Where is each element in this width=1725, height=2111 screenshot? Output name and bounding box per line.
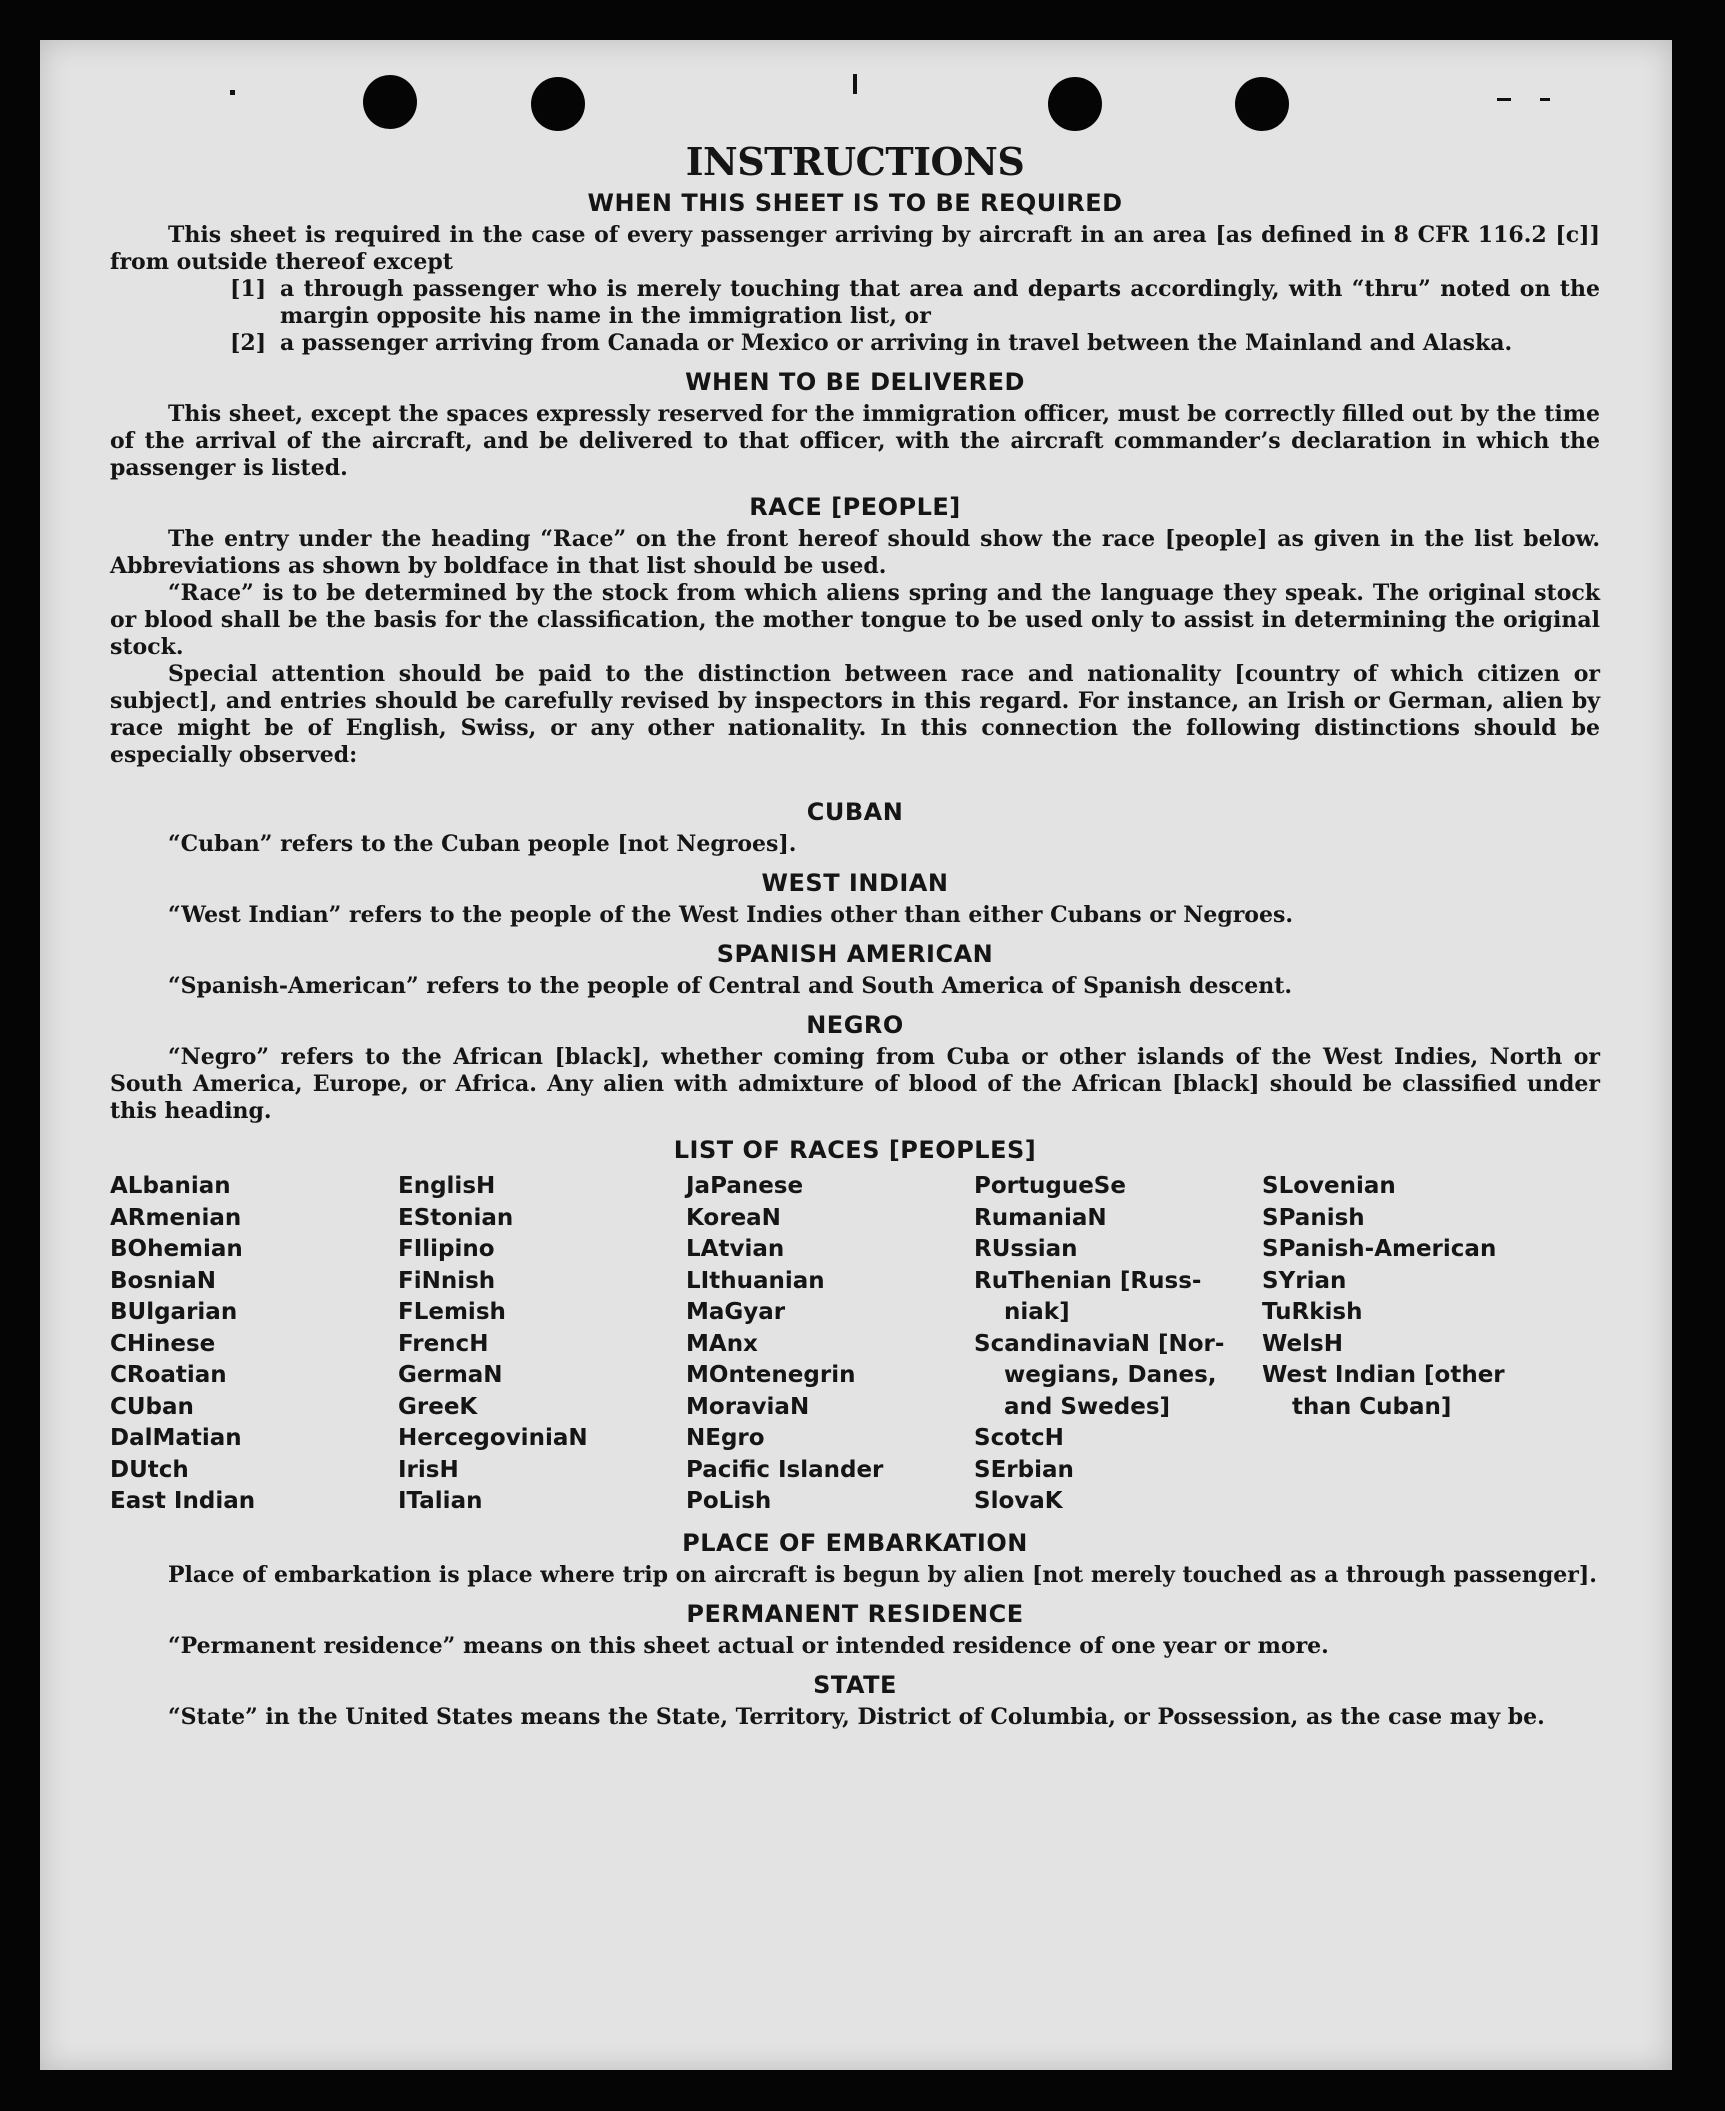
race-column [398,1171,686,1518]
race-paragraph-1: The entry under the heading “Race” on the front hereof should show the race [people] as given in the list below. Abbreviations as shown by boldface in that list should be used. [110,526,1600,579]
race-entry: Pacific Islander [686,1456,884,1483]
race-entry: ScandinaviaN [Nor- [974,1330,1225,1357]
race-entry: PortugueSe [974,1173,1126,1199]
race-column [1262,1171,1550,1518]
race-entry: JaPanese [686,1173,804,1199]
race-entry: FIlipino [398,1236,495,1262]
race-entry: MOntenegrin [686,1362,856,1388]
scan-speck [853,74,857,94]
state-text: “State” in the United States means the State, Territory, District of Columbia, or Possession, as the case may be. [168,1703,1545,1730]
race-entry: RuThenian [Russ- [974,1267,1202,1294]
race-entry: RumaniaN [974,1204,1107,1231]
scan-speck [1497,98,1511,101]
punch-hole [531,77,585,131]
section-heading-state: STATE [813,1670,897,1699]
race-entry: MoraviaN [686,1393,810,1420]
race-entry: BUlgarian [110,1299,238,1325]
exception-text: a passenger arriving from Canada or Mexico or arriving in travel between the Mainland and Alaska. [280,330,1513,356]
race-column [110,1171,398,1518]
negro-text: “Negro” refers to the African [black], whether coming from Cuba or other islands of the West Indies, North or South America, Europe, or Africa. Any alien with admixture of blood of the African [black] should be classified under this heading. [110,1044,1600,1124]
race-entry: NEgro [686,1425,765,1451]
race-entry: PoLish [686,1488,772,1514]
race-entry: EStonian [398,1204,514,1231]
punch-hole [363,75,417,129]
race-entry: CUban [110,1393,194,1420]
exception-number: [2] [230,330,267,356]
when-delivered-text: This sheet, except the spaces expressly reserved for the immigration officer, must be correctly filled out by the time of the arrival of the aircraft, and be delivered to that officer, with the aircraft commander’s declaration in which the passenger is listed. [110,401,1600,481]
race-entry: GreeK [398,1393,478,1420]
race-entry: KoreaN [686,1204,781,1231]
race-entry: wegians, Danes, [1004,1362,1217,1388]
race-entry: SLovenian [1262,1173,1396,1199]
scan-speck [1540,98,1550,101]
race-entry: GermaN [398,1362,503,1388]
exception-item [110,276,1600,330]
race-list [110,1171,1600,1518]
race-entry: SPanish-American [1262,1236,1497,1262]
race-entry: IrisH [398,1456,459,1483]
race-column [974,1171,1262,1518]
when-required-intro: This sheet is required in the case of every passenger arriving by aircraft in an area [as defined in 8 CFR 116.2 [c]] from outside thereof except [110,222,1600,275]
punch-hole [1048,77,1102,131]
spanish-american-text: “Spanish-American” refers to the people of Central and South America of Spanish descent. [168,973,1293,999]
permanent-residence-text: “Permanent residence” means on this sheet actual or intended residence of one year or more. [168,1632,1329,1659]
race-entry: CHinese [110,1330,216,1357]
west-indian-text: “West Indian” refers to the people of the West Indies other than either Cubans or Negroes. [168,902,1294,928]
race-entry: CRoatian [110,1362,227,1388]
race-entry: BOhemian [110,1236,243,1262]
cuban-text: “Cuban” refers to the Cuban people [not Negroes]. [168,831,797,857]
race-entry: LIthuanian [686,1267,825,1294]
race-entry: FiNnish [398,1267,496,1294]
race-entry: HercegoviniaN [398,1425,588,1451]
section-heading-when-required: WHEN THIS SHEET IS TO BE REQUIRED [587,189,1123,217]
scan-speck [230,90,235,95]
race-entry: RUssian [974,1236,1078,1262]
race-entry: MaGyar [686,1299,786,1325]
race-entry: SlovaK [974,1488,1063,1514]
place-of-embarkation-text: Place of embarkation is place where trip on aircraft is begun by alien [not merely touched as a through passenger]. [168,1561,1597,1588]
section-heading-list-of-races: LIST OF RACES [PEOPLES] [673,1136,1037,1164]
race-entry: ITalian [398,1488,483,1514]
exception-item [110,330,1600,357]
race-column [686,1171,974,1518]
section-heading-race: RACE [PEOPLE] [749,493,961,521]
race-entry: East Indian [110,1488,256,1514]
race-entry: SErbian [974,1456,1074,1483]
race-entry: DalMatian [110,1425,242,1451]
race-entry: SPanish [1262,1204,1365,1231]
race-paragraph-2: “Race” is to be determined by the stock from which aliens spring and the language they speak. The original stock or blood shall be the basis for the classification, the mother tongue to be used only to assist in determining the original stock. [110,580,1600,660]
race-entry: MAnx [686,1330,758,1357]
race-entry: WelsH [1262,1330,1343,1357]
race-entry: SYrian [1262,1267,1347,1294]
section-heading-permanent-residence: PERMANENT RESIDENCE [686,1599,1024,1628]
exception-number: [1] [230,276,267,302]
race-entry: LAtvian [686,1236,785,1262]
race-entry: BosniaN [110,1267,217,1294]
section-heading-cuban: CUBAN [806,798,904,826]
race-entry: FrencH [398,1330,489,1357]
race-entry: EnglisH [398,1173,496,1199]
page-title: INSTRUCTIONS [685,139,1025,184]
race-paragraph-3: Special attention should be paid to the distinction between race and nationality [country of which citizen or subject], and entries should be carefully revised by inspectors in this regard. For instance, an Irish or German, alien by race might be of English, Swiss, or any other nationality. In this connection the following distinctions should be especially observed: [110,661,1600,768]
race-entry: ARmenian [110,1204,242,1231]
exception-text: a through passenger who is merely touching that area and departs accordingly, with “thru” noted on the margin opposite his name in the immigration list, or [280,276,1600,329]
race-entry: ALbanian [110,1173,231,1199]
race-entry: niak] [1004,1299,1070,1325]
race-entry: and Swedes] [1004,1393,1171,1420]
instructions-content [110,138,1600,1731]
section-heading-spanish-american: SPANISH AMERICAN [716,940,994,968]
race-entry: than Cuban] [1292,1393,1452,1420]
race-entry: West Indian [other [1262,1362,1505,1388]
punch-hole [1235,77,1289,131]
section-heading-negro: NEGRO [806,1011,904,1039]
race-entry: ScotcH [974,1425,1064,1451]
section-heading-when-delivered: WHEN TO BE DELIVERED [685,368,1025,396]
race-entry: DUtch [110,1456,189,1483]
section-heading-place-of-embarkation: PLACE OF EMBARKATION [682,1528,1028,1557]
section-heading-west-indian: WEST INDIAN [761,869,949,897]
race-entry: FLemish [398,1299,506,1325]
race-entry: TuRkish [1262,1299,1363,1325]
